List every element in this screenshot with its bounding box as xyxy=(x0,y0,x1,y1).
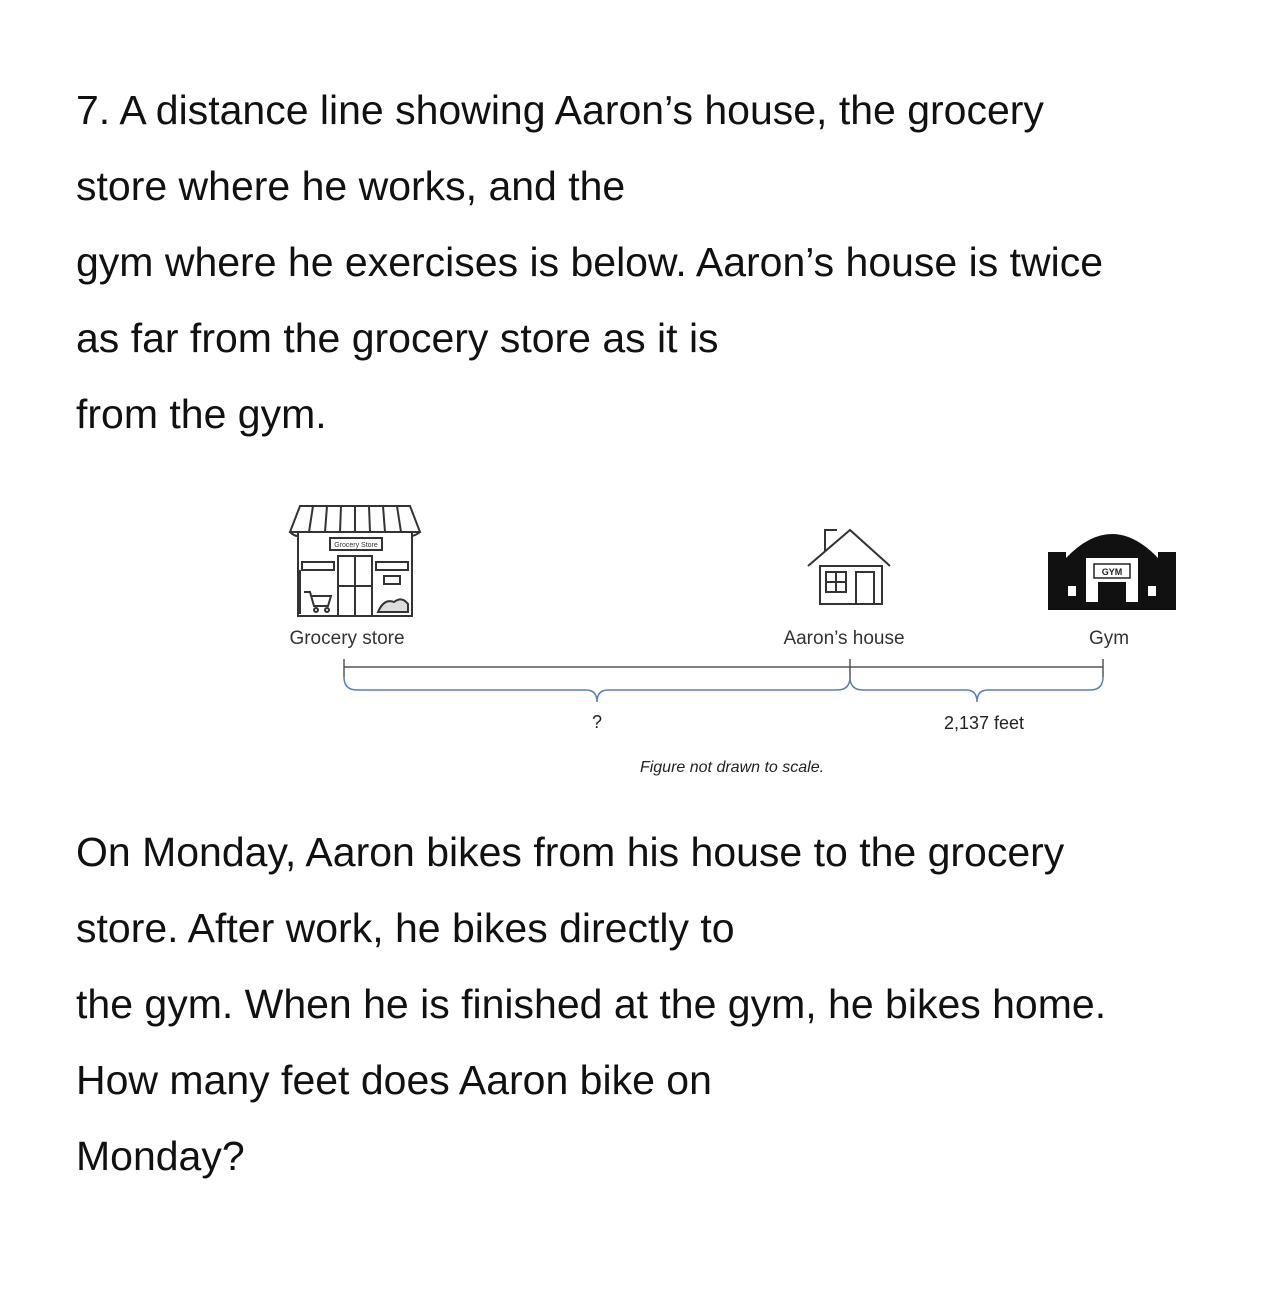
question-line-4: How many feet does Aaron bike on xyxy=(76,1057,712,1103)
gym-label: Gym xyxy=(1088,628,1130,649)
brace-grocery-to-house xyxy=(344,677,850,702)
unknown-distance-label: ? xyxy=(591,712,603,732)
problem-question xyxy=(76,814,1236,1194)
distance-line xyxy=(344,659,1103,677)
question-line-2: store. After work, he bikes directly to xyxy=(76,905,735,951)
intro-line-4: as far from the grocery store as it is xyxy=(76,315,719,361)
question-line-3: the gym. When he is finished at the gym, he bikes home. xyxy=(76,981,1107,1027)
question-line-5: Monday? xyxy=(76,1133,245,1179)
known-distance-label: 2,137 feet xyxy=(943,713,1025,733)
aarons-house-label: Aaron’s house xyxy=(783,628,905,649)
grocery-store-label: Grocery store xyxy=(289,628,405,649)
brace-house-to-gym xyxy=(850,677,1103,702)
scale-note: Figure not drawn to scale. xyxy=(639,759,825,776)
grocery-sign-text: Grocery Store xyxy=(334,542,378,549)
grocery-store-icon xyxy=(290,506,420,616)
house-icon xyxy=(808,530,890,604)
intro-line-5: from the gym. xyxy=(76,391,327,437)
question-line-1: On Monday, Aaron bikes from his house to the grocery xyxy=(76,829,1065,875)
intro-line-2: store where he works, and the xyxy=(76,163,626,209)
gym-sign-text: GYM xyxy=(1101,567,1123,577)
intro-line-3: gym where he exercises is below. Aaron’s house is twice xyxy=(76,239,1104,285)
intro-line-1: 7. A distance line showing Aaron’s house, the grocery xyxy=(76,87,1044,133)
